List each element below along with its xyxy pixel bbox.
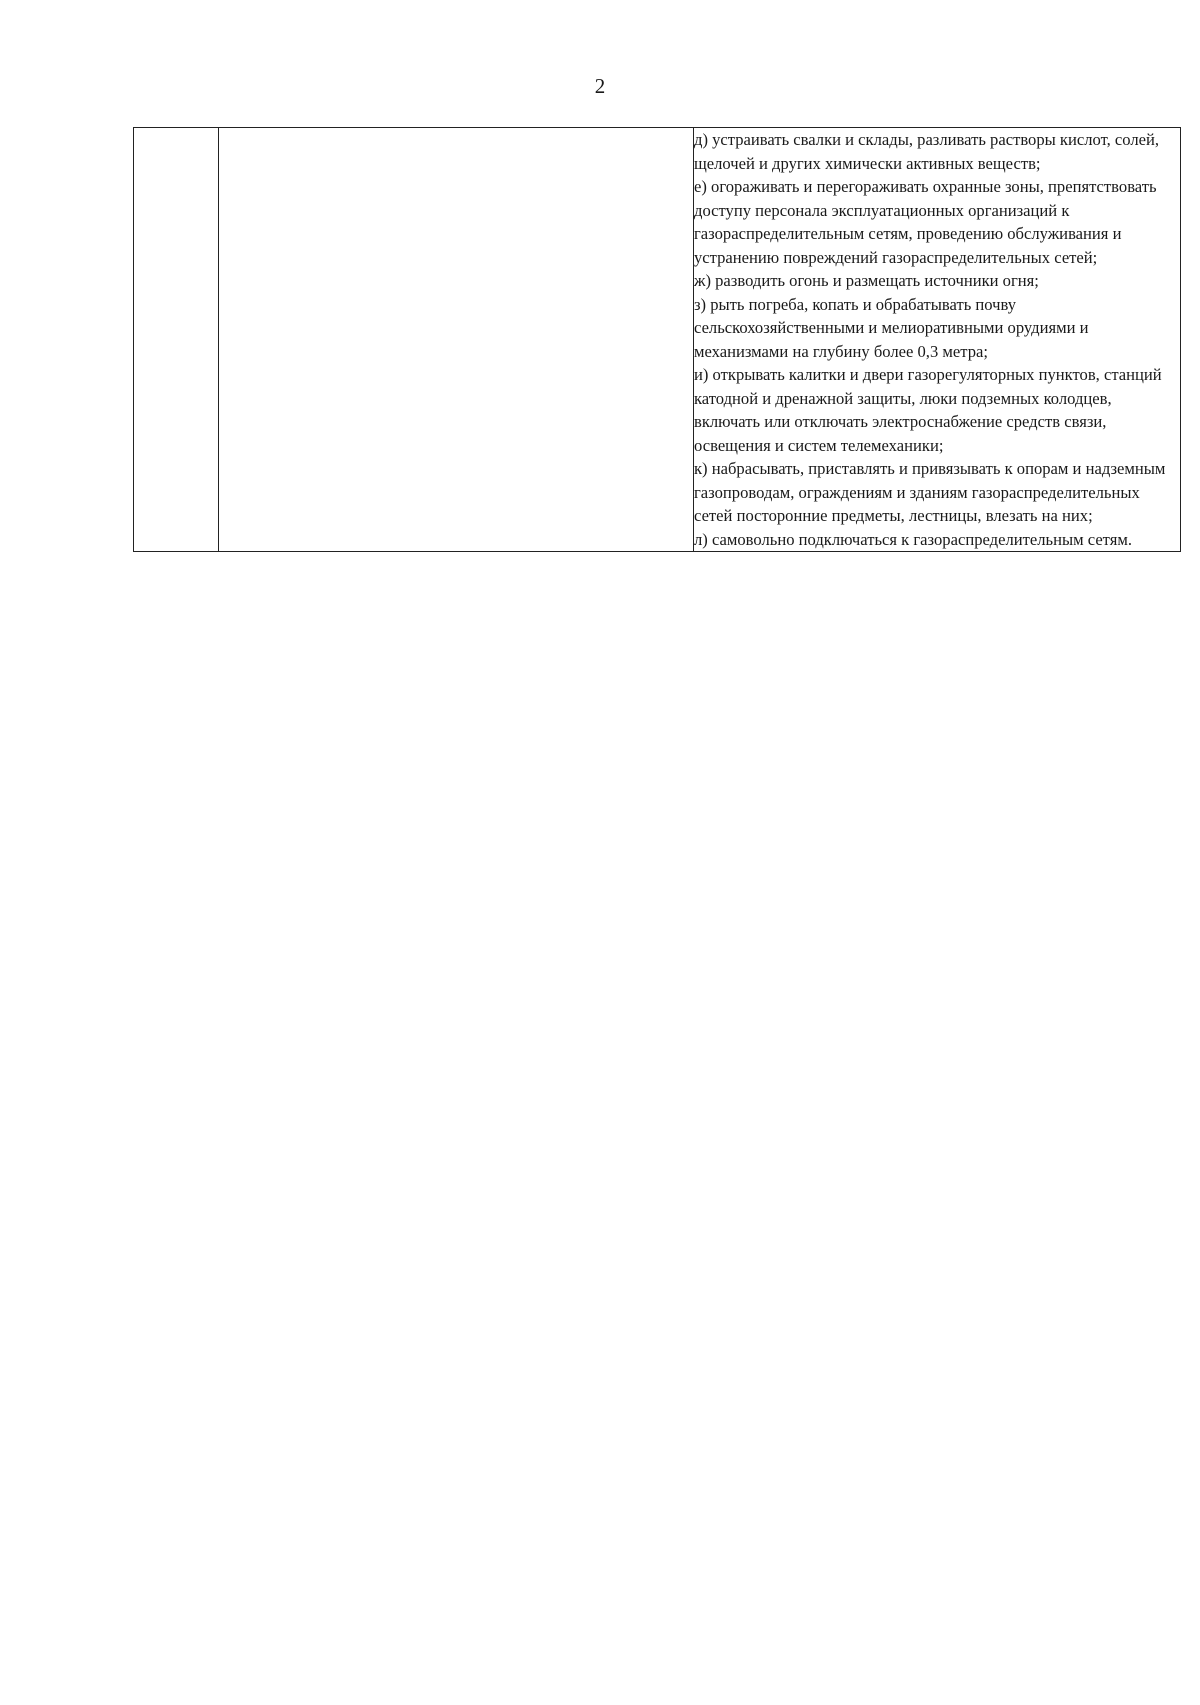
table-cell-number — [134, 128, 219, 552]
table-cell-clauses — [694, 128, 1181, 552]
table-row — [134, 128, 1181, 552]
table-cell-title — [219, 128, 694, 552]
clause-z: з) рыть погреба, копать и обрабатывать почву сельскохозяйственными и мелиоративными орудиями и механизмами на глубину более 0,3 метра; — [694, 294, 1089, 361]
clause-l: л) самовольно подключаться к газораспределительным сетям. — [694, 529, 1132, 549]
clause-i: и) открывать калитки и двери газорегуляторных пунктов, станций катодной и дренажной защиты, люки подземных колодцев, включать или отключать электроснабжение средств связи, освещения и систем телемеханики; — [694, 365, 1162, 455]
restrictions-table — [133, 127, 1181, 552]
clause-zh: ж) разводить огонь и размещать источники огня; — [694, 271, 1039, 290]
page-number: 2 — [594, 74, 606, 98]
clause-k: к) набрасывать, приставлять и привязывать к опорам и надземным газопроводам, ограждениям и зданиям газораспределительных сетей посторонние предметы, лестницы, влезать на них; — [694, 459, 1166, 525]
clause-d: д) устраивать свалки и склады, разливать растворы кислот, солей, щелочей и других химически активных веществ; — [694, 130, 1160, 173]
clause-e: е) огораживать и перегораживать охранные зоны, препятствовать доступу персонала эксплуатационных организаций к газораспределительным сетям, проведению обслуживания и устранению повреждений газораспределительных сетей; — [694, 177, 1157, 267]
